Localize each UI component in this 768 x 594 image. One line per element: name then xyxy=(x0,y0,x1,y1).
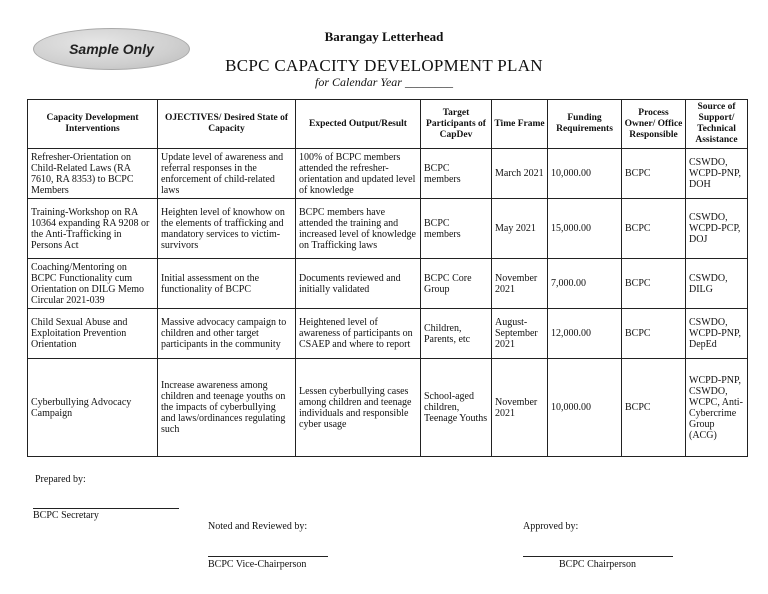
table-row xyxy=(28,259,748,309)
table-cell: Initial assessment on the functionality of BCPC xyxy=(158,259,296,309)
table-cell: August-September 2021 xyxy=(492,309,548,359)
table-header-row xyxy=(28,100,748,149)
table-cell: 15,000.00 xyxy=(548,199,622,259)
column-header: Source of Support/ Technical Assistance xyxy=(686,100,748,149)
column-header: Process Owner/ Office Responsible xyxy=(622,100,686,149)
letterhead: Barangay Letterhead xyxy=(324,29,444,44)
sample-only-watermark: Sample Only xyxy=(33,28,190,70)
table-cell: CSWDO, WCPD-PCP, DOJ xyxy=(686,199,748,259)
prepared-signature-line xyxy=(33,508,179,509)
column-header: Funding Requirements xyxy=(548,100,622,149)
table-cell: 7,000.00 xyxy=(548,259,622,309)
table-cell: BCPC xyxy=(622,309,686,359)
approved-by-label: Approved by: xyxy=(523,521,579,532)
table-cell: BCPC Core Group xyxy=(421,259,492,309)
table-cell: School-aged children, Teenage Youths xyxy=(421,359,492,457)
column-header: Target Participants of CapDev xyxy=(421,100,492,149)
table-cell: Refresher-Orientation on Child-Related Laws (RA 7610, RA 8353) to BCPC Members xyxy=(28,149,158,199)
table-row xyxy=(28,149,748,199)
table-cell: May 2021 xyxy=(492,199,548,259)
column-header: Time Frame xyxy=(492,100,548,149)
table-cell: BCPC xyxy=(622,149,686,199)
table-cell: BCPC members xyxy=(421,149,492,199)
prepared-by-label: Prepared by: xyxy=(35,474,86,485)
table-cell: Child Sexual Abuse and Exploitation Prevention Orientation xyxy=(28,309,158,359)
table-row xyxy=(28,199,748,259)
table-cell: Heightened level of awareness of participants on CSAEP and where to report xyxy=(296,309,421,359)
table-cell: 10,000.00 xyxy=(548,149,622,199)
table-cell: November 2021 xyxy=(492,359,548,457)
table-cell: 12,000.00 xyxy=(548,309,622,359)
table-cell: 10,000.00 xyxy=(548,359,622,457)
table-cell: BCPC xyxy=(622,259,686,309)
calendar-year-line: for Calendar Year ________ xyxy=(315,75,453,89)
approved-by-name: BCPC Chairperson xyxy=(559,559,636,570)
column-header: OJECTIVES/ Desired State of Capacity xyxy=(158,100,296,149)
table-cell: Heighten level of knowhow on the elements of trafficking and mandatory services to victim-survivors xyxy=(158,199,296,259)
table-cell: Documents reviewed and initially validated xyxy=(296,259,421,309)
noted-by-name: BCPC Vice-Chairperson xyxy=(208,559,307,570)
column-header: Expected Output/Result xyxy=(296,100,421,149)
table-row xyxy=(28,359,748,457)
table-cell: BCPC xyxy=(622,199,686,259)
noted-by-label: Noted and Reviewed by: xyxy=(208,521,308,532)
table-row xyxy=(28,309,748,359)
table-cell: CSWDO, WCPD-PNP, DepEd xyxy=(686,309,748,359)
table-cell: Increase awareness among children and teenage youths on the impacts of cyberbullying and laws/ordinances regulating such xyxy=(158,359,296,457)
table-cell: 100% of BCPC members attended the refresher-orientation and updated level of knowledge xyxy=(296,149,421,199)
table-cell: CSWDO, DILG xyxy=(686,259,748,309)
table-cell: Children, Parents, etc xyxy=(421,309,492,359)
noted-signature-line xyxy=(208,556,328,557)
table-cell: Massive advocacy campaign to children and other target participants in the community xyxy=(158,309,296,359)
approved-signature-line xyxy=(523,556,673,557)
table-cell: WCPD-PNP, CSWDO, WCPC, Anti-Cybercrime Group (ACG) xyxy=(686,359,748,457)
table-cell: November 2021 xyxy=(492,259,548,309)
table-cell: BCPC xyxy=(622,359,686,457)
table-cell: March 2021 xyxy=(492,149,548,199)
table-cell: CSWDO, WCPD-PNP, DOH xyxy=(686,149,748,199)
table-cell: Cyberbullying Advocacy Campaign xyxy=(28,359,158,457)
table-cell: BCPC members have attended the training and increased level of knowledge on Trafficking laws xyxy=(296,199,421,259)
table-cell: BCPC members xyxy=(421,199,492,259)
table-cell: Training-Workshop on RA 10364 expanding RA 9208 or the Anti-Trafficking in Persons Act xyxy=(28,199,158,259)
capacity-development-table xyxy=(27,99,748,457)
table-cell: Lessen cyberbullying cases among children and teenage individuals and responsible cyber usage xyxy=(296,359,421,457)
table-cell: Coaching/Mentoring on BCPC Functionality cum Orientation on DILG Memo Circular 2021-039 xyxy=(28,259,158,309)
prepared-by-name: BCPC Secretary xyxy=(33,510,99,521)
document-title: BCPC CAPACITY DEVELOPMENT PLAN xyxy=(225,56,543,75)
table-cell: Update level of awareness and referral responses in the enforcement of child-related laws xyxy=(158,149,296,199)
column-header: Capacity Development Interventions xyxy=(28,100,158,149)
